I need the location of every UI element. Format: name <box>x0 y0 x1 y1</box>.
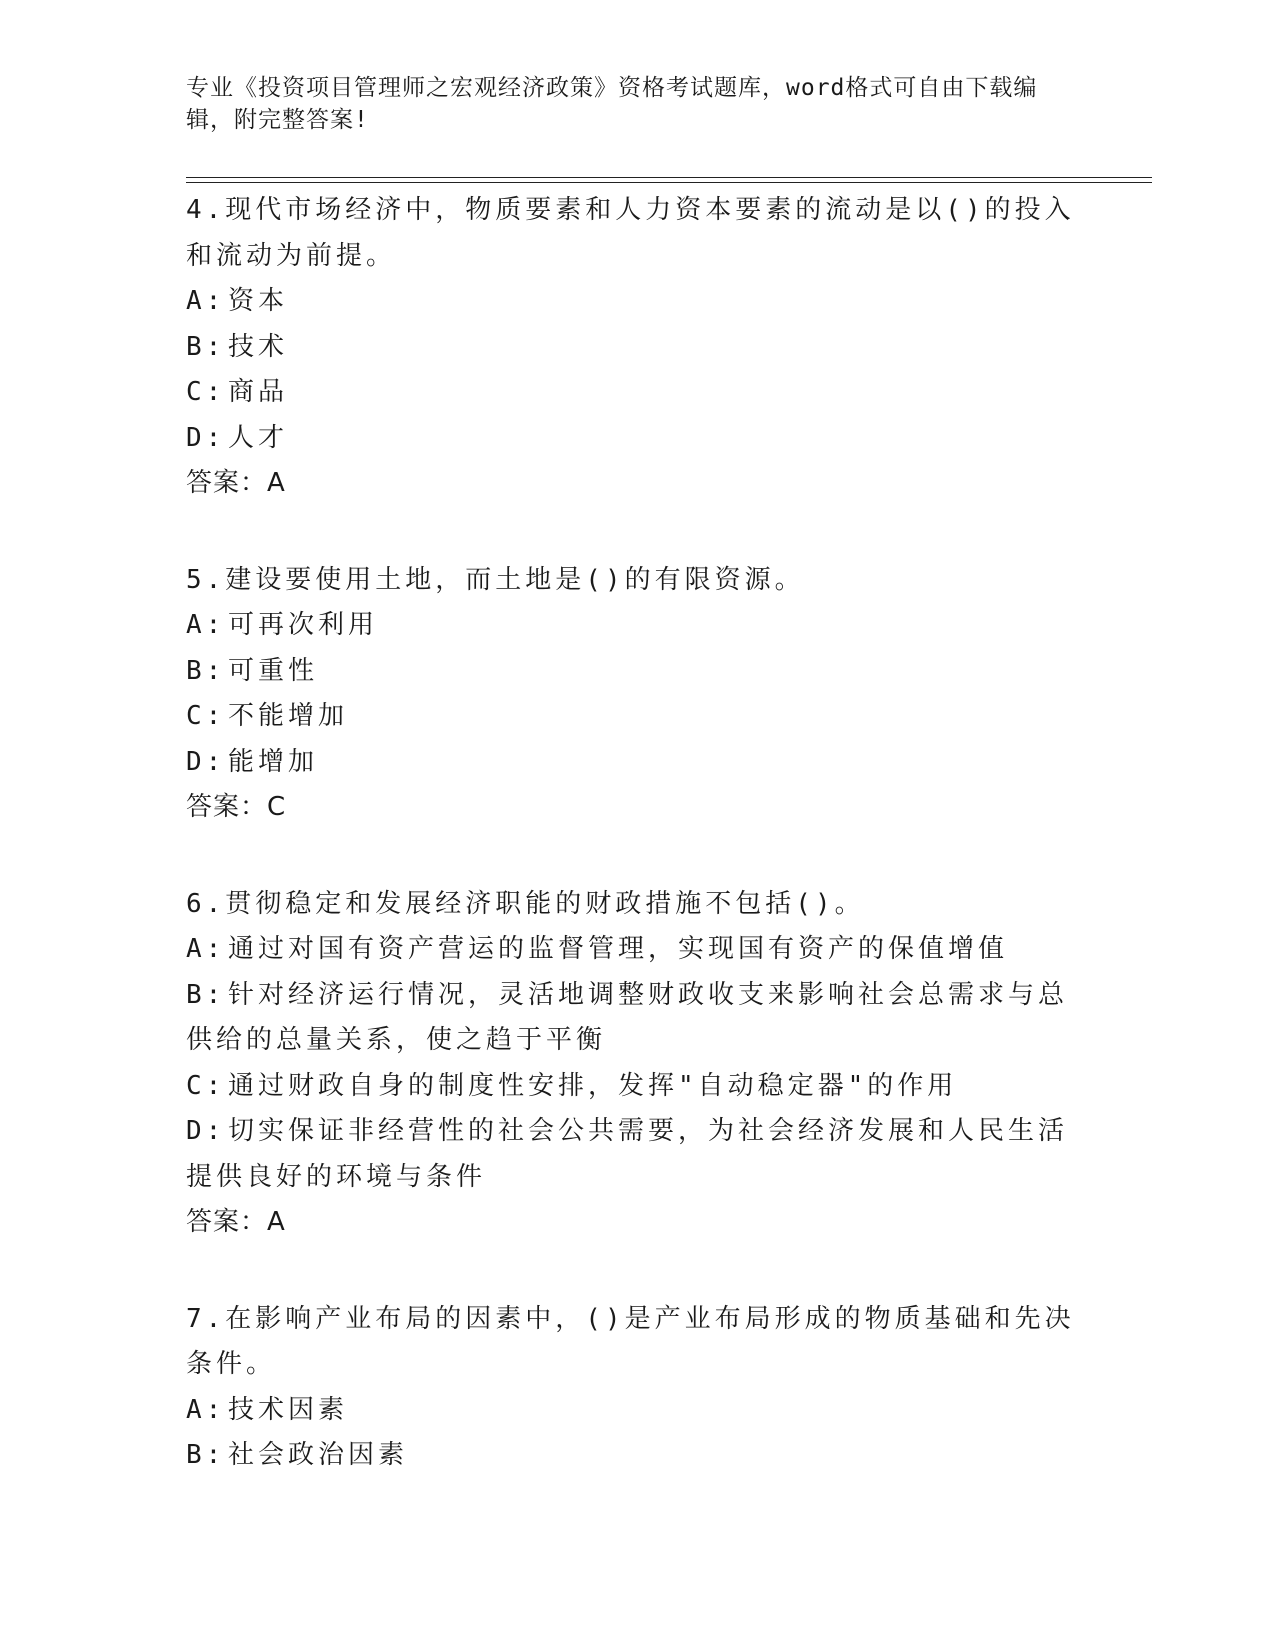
option-key: D: <box>186 746 226 777</box>
option-c <box>186 1064 1086 1110</box>
option-c <box>186 694 1086 740</box>
option-key: C: <box>186 701 226 731</box>
option-text: 通过对国有资产营运的监督管理，实现国有资产的保值增值 <box>228 934 1009 964</box>
question-stem: 7.在影响产业布局的因素中，()是产业布局形成的物质基础和先决条件。 <box>186 1303 1075 1379</box>
option-text: 能增加 <box>228 746 319 777</box>
answer-label: 答案：A <box>186 1207 286 1237</box>
option-key: A: <box>186 286 226 316</box>
question-item <box>186 1297 1086 1479</box>
option-key: B: <box>186 331 226 362</box>
option-text: 人才 <box>228 422 289 453</box>
option-text: 社会政治因素 <box>228 1440 409 1470</box>
option-key: B: <box>186 655 226 686</box>
option-text: 针对经济运行情况，灵活地调整财政收支来影响社会总需求与总供给的总量关系，使之趋于平衡 <box>186 979 1069 1055</box>
option-b <box>186 325 1086 371</box>
option-key: B: <box>186 979 226 1010</box>
option-key: D: <box>186 1116 226 1146</box>
option-a <box>186 1388 1086 1434</box>
option-a <box>186 603 1086 649</box>
option-text: 切实保证非经营性的社会公共需要，为社会经济发展和人民生活提供良好的环境与条件 <box>186 1116 1069 1192</box>
option-key: A: <box>186 1394 226 1425</box>
option-c <box>186 370 1086 416</box>
answer-label: 答案：C <box>186 792 287 822</box>
header-divider-top <box>186 177 1152 178</box>
option-text: 技术因素 <box>228 1394 349 1425</box>
option-text: 可再次利用 <box>228 610 379 640</box>
option-key: B: <box>186 1440 226 1470</box>
option-key: C: <box>186 1070 226 1101</box>
option-d <box>186 740 1086 786</box>
option-b <box>186 649 1086 695</box>
question-item <box>186 188 1086 507</box>
document-header: 专业《投资项目管理师之宏观经济政策》资格考试题库，word格式可自由下载编辑，附完整答案! <box>186 75 1038 133</box>
option-key: A: <box>186 610 226 640</box>
option-text: 可重性 <box>228 655 319 686</box>
option-text: 资本 <box>228 286 289 316</box>
option-key: A: <box>186 934 226 964</box>
question-stem: 4.现代市场经济中，物质要素和人力资本要素的流动是以()的投入和流动为前提。 <box>186 195 1075 271</box>
answer-label: 答案：A <box>186 468 286 498</box>
option-text: 通过财政自身的制度性安排，发挥"自动稳定器"的作用 <box>228 1070 958 1101</box>
option-text: 技术 <box>228 331 289 362</box>
question-item <box>186 558 1086 831</box>
option-text: 商品 <box>228 377 289 407</box>
question-list <box>186 188 1086 1530</box>
option-d <box>186 1109 1086 1200</box>
header-divider-bottom <box>186 182 1152 183</box>
option-b <box>186 973 1086 1064</box>
option-key: C: <box>186 377 226 407</box>
question-stem: 5.建设要使用土地，而土地是()的有限资源。 <box>186 564 805 595</box>
option-b <box>186 1433 1086 1479</box>
option-a <box>186 279 1086 325</box>
option-d <box>186 416 1086 462</box>
option-text: 不能增加 <box>228 701 349 731</box>
option-a <box>186 927 1086 973</box>
option-key: D: <box>186 422 226 453</box>
question-item <box>186 882 1086 1246</box>
question-stem: 6.贯彻稳定和发展经济职能的财政措施不包括()。 <box>186 888 865 919</box>
